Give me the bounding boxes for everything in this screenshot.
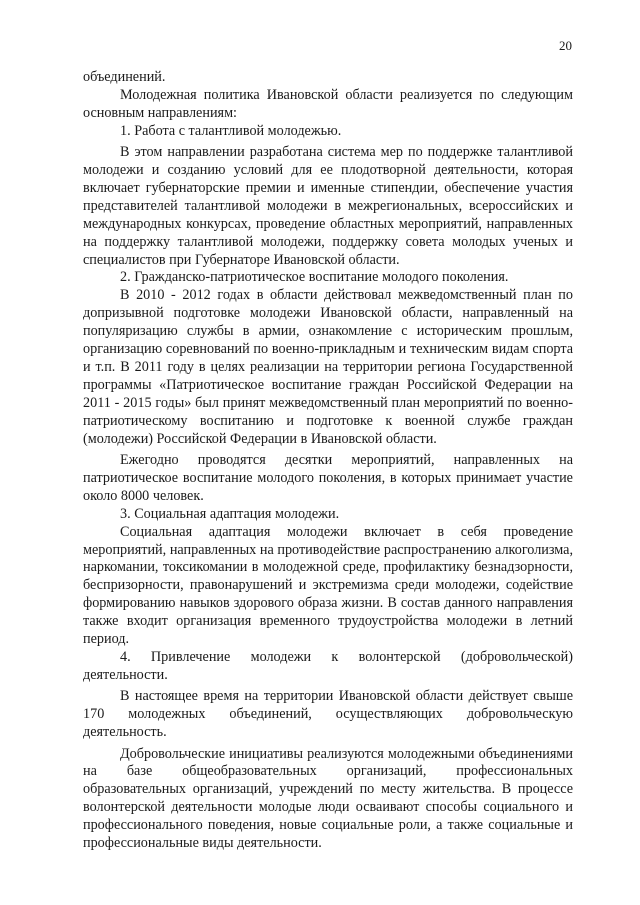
paragraph: Добровольческие инициативы реализуются молодежными объединениями на базе общеобразовательных организаций, профессиональных образовательных организаций, учреждений по месту жительства. В процессе волонтерской деятельности молодые люди осваивают способы социального и профессионального поведения, новые социальные роли, а также социальные и профессиональные виды деятельности. — [83, 745, 573, 852]
paragraph: В настоящее время на территории Ивановской области действует свыше 170 молодежных объединений, осуществляющих добровольческую деятельность. — [83, 688, 573, 741]
page-number: 20 — [559, 38, 572, 53]
paragraph: В 2010 - 2012 годах в области действовал межведомственный план по допризывной подготовке молодежи Ивановской области, направленный на популяризацию службы в армии, ознакомление с историческим прошлым, организацию соревнований по военно-прикладным и техническим видам спорта и т.п. В 2011 году в целях реализации на территории региона Государственной программы «Патриотическое воспитание граждан Российской Федерации на 2011 - 2015 годы» был принят межведомственный план мероприятий по военно-патриотическому воспитанию и подготовке к военной службе граждан (молодежи) Российской Федерации в Ивановской области. — [83, 287, 573, 447]
section-heading: 3. Социальная адаптация молодежи. — [120, 505, 340, 522]
paragraph: Ежегодно проводятся десятки мероприятий, направленных на патриотическое воспитание молодого поколения, в которых принимает участие около 8000 человек. — [83, 452, 573, 504]
paragraph: Социальная адаптация молодежи включает в себя проведение мероприятий, направленных на противодействие распространению алкоголизма, наркомании, токсикомании в молодежной среде, профилактику безнадзорности, беспризорности, правонарушений и экстремизма среди молодежи, содействие формированию навыков здорового образа жизни. В состав данного направления также входит организация временного трудоустройства молодежи в летний период. — [83, 523, 573, 648]
section-heading: 4. Привлечение молодежи к волонтерской (добровольческой) деятельности. — [83, 649, 573, 683]
section-heading: 2. Гражданско-патриотическое воспитание молодого поколения. — [120, 269, 509, 286]
paragraph: В этом направлении разработана система мер по поддержке талантливой молодежи и созданию условий для ее плодотворной деятельности, которая включает губернаторские премии и именные стипендии, обеспечение участия представителей талантливой молодежи в межрегиональных, всероссийских и международных конкурсах, проведение областных мероприятий, направленных на поддержку талантливой молодежи, поддержку совета молодых ученых и специалистов при Губернаторе Ивановской области. — [83, 144, 573, 268]
section-heading: 1. Работа с талантливой молодежью. — [120, 122, 342, 139]
paragraph: Молодежная политика Ивановской области реализуется по следующим основным направлениям: — [83, 86, 573, 121]
document-body — [83, 69, 573, 853]
paragraph: объединений. — [83, 69, 166, 85]
